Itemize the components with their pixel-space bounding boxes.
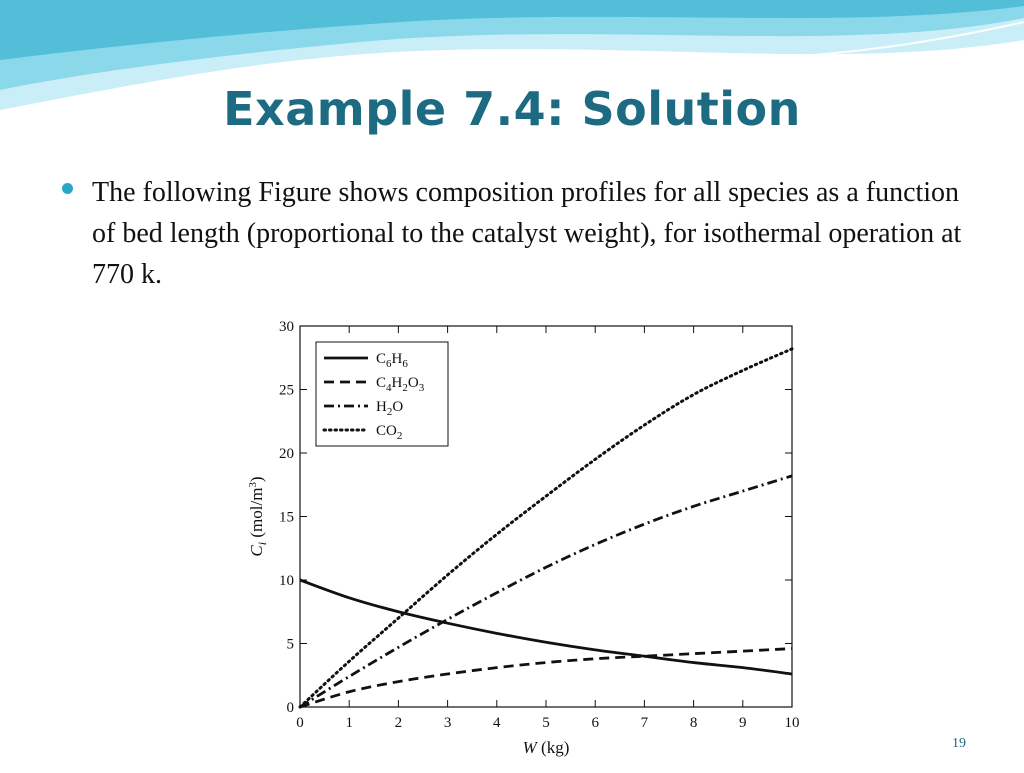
y-axis-label-var: C — [247, 545, 266, 557]
x-tick-label: 5 — [542, 715, 550, 731]
y-axis-label — [247, 476, 269, 556]
y-tick-label: 15 — [279, 509, 294, 526]
x-tick-label: 4 — [493, 715, 501, 731]
legend-label-part: C — [376, 351, 387, 367]
chart-container — [240, 314, 802, 768]
x-axis-label-text — [523, 738, 570, 757]
y-axis-label-sub: i — [255, 541, 269, 546]
legend-label-part: 2 — [386, 406, 393, 418]
legend-label-part: CO — [376, 423, 397, 439]
legend-label-part: H — [391, 375, 403, 391]
legend-label-part: O — [392, 399, 404, 415]
x-tick-label: 1 — [345, 715, 353, 731]
x-tick-label: 9 — [739, 715, 747, 731]
y-axis-label-sup: 3 — [247, 482, 259, 488]
x-tick-label: 10 — [784, 715, 800, 731]
legend-label-part: 6 — [402, 358, 408, 370]
chart-legend — [316, 342, 448, 446]
slide-title: Example 7.4: Solution — [223, 82, 801, 136]
legend-label-part: 4 — [386, 382, 392, 394]
legend-label-part: 6 — [386, 358, 392, 370]
series-line-h2o — [300, 476, 792, 707]
legend-label-part: 3 — [418, 382, 425, 394]
y-tick-label: 0 — [286, 700, 294, 716]
x-tick-label: 2 — [394, 715, 403, 731]
y-tick-label: 10 — [279, 573, 294, 589]
bullet-text: The following Figure shows composition profiles for all species as a function of bed length (proportional to the catalyst weight), for isothermal operation at 770 k. — [92, 177, 962, 290]
y-tick-label: 25 — [279, 382, 294, 399]
legend-label-part: C — [376, 375, 387, 391]
x-tick-label: 8 — [689, 715, 698, 731]
page-number: 19 — [952, 736, 966, 751]
legend-label-part: H — [391, 351, 403, 367]
y-axis-label-unit: (mol/m — [247, 487, 266, 542]
y-tick-label: 30 — [279, 319, 294, 335]
x-tick-label: 0 — [296, 715, 304, 731]
legend-label-part: O — [407, 375, 419, 391]
composition-profile-chart — [240, 314, 802, 768]
x-tick-label: 7 — [640, 715, 649, 731]
y-axis-label-close: ) — [247, 476, 266, 483]
series-line-c6h6 — [300, 580, 792, 674]
legend-label-part: 2 — [396, 430, 403, 442]
x-tick-label: 6 — [591, 715, 599, 731]
legend-label-part: H — [376, 399, 387, 415]
bullet-dot-icon — [62, 183, 73, 194]
legend-label-part: 2 — [402, 382, 408, 394]
y-tick-label: 20 — [279, 446, 294, 462]
x-axis-label-var: W — [522, 738, 537, 757]
series-line-c4h2o3 — [300, 649, 792, 707]
y-axis-label-text — [247, 476, 269, 556]
x-axis-label-unit: (kg) — [536, 738, 570, 757]
x-axis-label — [523, 738, 570, 757]
y-tick-label: 5 — [286, 636, 294, 653]
x-tick-label: 3 — [443, 715, 452, 731]
